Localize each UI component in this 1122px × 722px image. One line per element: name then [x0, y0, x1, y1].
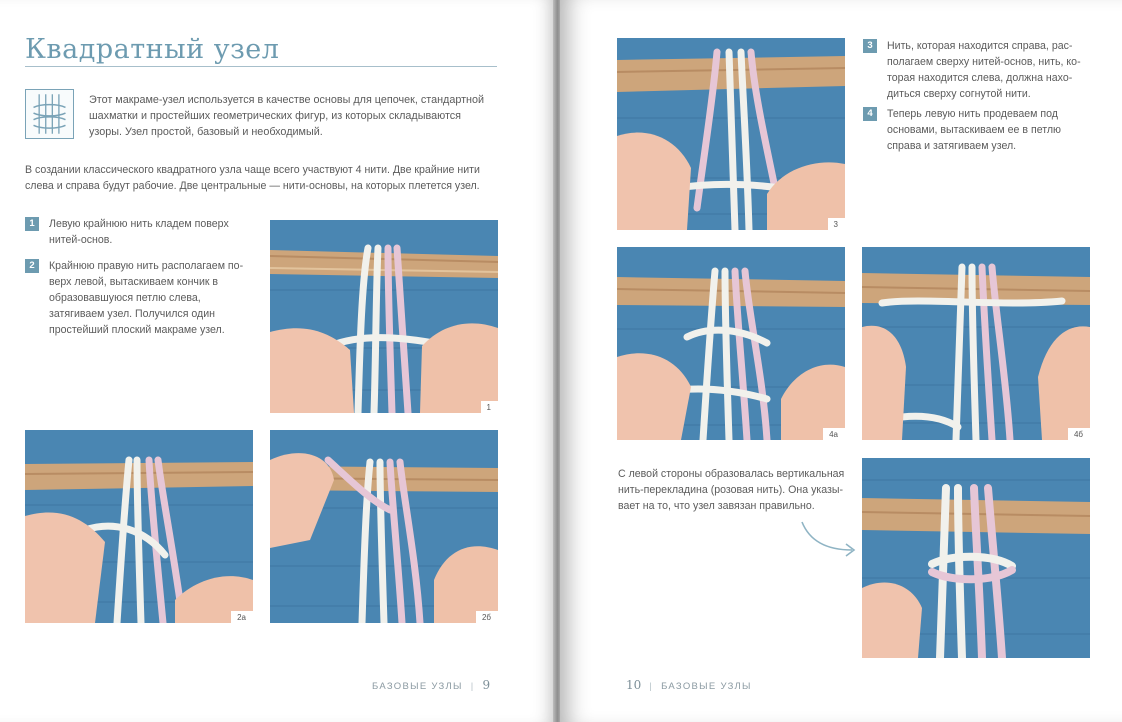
footer-section: БАЗОВЫЕ УЗЛЫ [372, 681, 463, 692]
photo-label: 4а [823, 428, 845, 440]
step-text: Теперь левую нить продеваем под основами, вытаскиваем ее в петлю справа и затягиваем узел. [887, 108, 1061, 152]
step-number: 3 [863, 39, 877, 53]
photo-step-3 [617, 38, 845, 230]
page-title: Квадратный узел [25, 34, 280, 65]
pointer-arrow-icon [798, 512, 860, 560]
footer-separator: | [649, 681, 654, 692]
paragraph-text: В создании классического квадратного узла чаще всего участвуют 4 нити. Две крайние нити слева и справа будут рабочие. Две центральные — нити-основы, на которых плетется узел. [25, 164, 480, 192]
photo-step-4b [862, 247, 1090, 440]
footer-separator: | [470, 681, 475, 692]
photo-label: 2а [231, 611, 253, 623]
step-number: 1 [25, 217, 39, 231]
title-divider [25, 66, 497, 67]
photo-step-2a [25, 430, 253, 623]
square-knot-icon [25, 89, 74, 139]
page-number: 9 [482, 678, 491, 692]
step-1 [25, 216, 247, 248]
step-4 [863, 106, 1083, 154]
photo-label: 3 [828, 218, 845, 230]
photo-step-1 [270, 220, 498, 413]
step-text: Крайнюю правую нить располагаем поверх левой, вытаскиваем кончик в образовавшуюся петлю слева, затягиваем узел. Получился один простейший плоский макраме узел. [49, 260, 244, 336]
left-footer [372, 678, 490, 692]
photo-label: 2б [476, 611, 498, 623]
right-page [560, 0, 1122, 722]
step-text: Левую крайнюю нить кладем поверх нитей-основ. [49, 218, 229, 246]
left-page [0, 0, 556, 722]
footer-section: БАЗОВЫЕ УЗЛЫ [661, 681, 752, 692]
photo-label: 4б [1068, 428, 1090, 440]
step-2 [25, 258, 247, 338]
result-caption: С левой стороны образовалась вертикальная нить-перекладина (розовая нить). Она указывает на то, что узел завязан правильно. [618, 468, 845, 512]
photo-label: 1 [481, 401, 498, 413]
step-number: 4 [863, 107, 877, 121]
page-number: 10 [626, 678, 642, 692]
photo-result [862, 458, 1090, 658]
step-text: Нить, которая находится справа, располагаем сверху нитей-основ, нить, которая находится слева, должна находиться сверху согнутой нити. [887, 40, 1081, 100]
photo-step-2b [270, 430, 498, 623]
step-3 [863, 38, 1083, 102]
photo-step-4a [617, 247, 845, 440]
intro-text: Этот макраме-узел используется в качестве основы для цепочек, стандартной шахматки и простейших геометрических фигур, из которых складываются узоры. Узел простой, базовый и необходимый. [89, 94, 485, 138]
step-number: 2 [25, 259, 39, 273]
right-footer [626, 678, 752, 692]
